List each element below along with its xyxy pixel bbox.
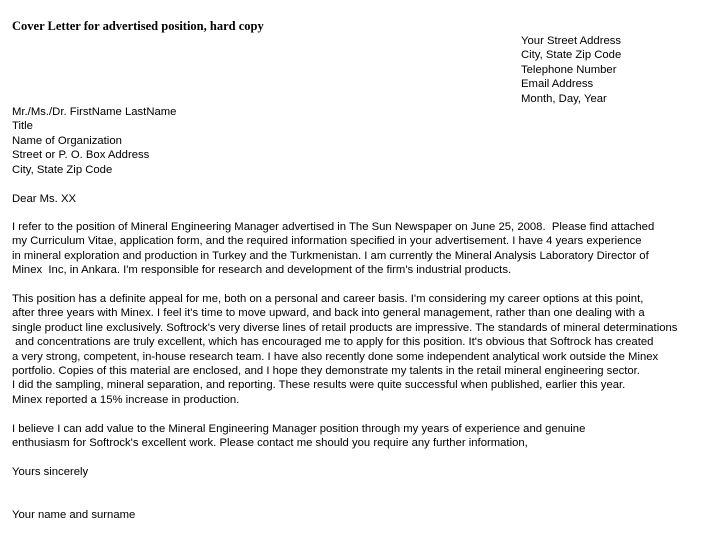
paragraph-conclusion xyxy=(12,422,585,451)
paragraph-line: after three years with Minex. I feel it's time to move upward, and back into general management, rather than one dealing with a xyxy=(12,307,645,320)
letter-title: Cover Letter for advertised position, hard copy xyxy=(12,19,264,33)
paragraph-line: I refer to the position of Mineral Engineering Manager advertised in The Sun Newspaper on June 25, 2008. Please find attached xyxy=(12,221,655,233)
paragraph-line: a very strong, competent, in-house research team. I have also recently done some independent analytical work outside the Minex xyxy=(12,350,659,363)
sender-telephone: Telephone Number xyxy=(521,63,617,76)
paragraph-line: enthusiasm for Softrock's excellent work. Please contact me should you require any further information, xyxy=(12,437,528,450)
letter-date: Month, Day, Year xyxy=(521,92,607,105)
paragraph-line: portfolio. Copies of this material are enclosed, and I hope they demonstrate my talents in the retail mineral engineering sector. xyxy=(12,364,640,377)
paragraph-line: Minex Inc, in Ankara. I'm responsible for research and development of the firm's industrial products. xyxy=(12,264,512,277)
paragraph-line: Minex reported a 15% increase in production. xyxy=(12,393,240,406)
recipient-street: Street or P. O. Box Address xyxy=(12,149,150,162)
closing: Yours sincerely xyxy=(12,466,89,478)
signature: Your name and surname xyxy=(12,509,136,521)
paragraph-line: This position has a definite appeal for me, both on a personal and career basis. I'm considering my career options at this point, xyxy=(12,293,644,305)
sender-email: Email Address xyxy=(521,78,594,91)
recipient-title: Title xyxy=(12,120,33,133)
paragraph-motivation xyxy=(12,292,677,407)
recipient-address-block xyxy=(12,105,176,177)
paragraph-line: I believe I can add value to the Mineral Engineering Manager position through my years of experience and genuine xyxy=(12,423,586,435)
salutation: Dear Ms. XX xyxy=(12,193,77,205)
paragraph-line: I did the sampling, mineral separation, and reporting. These results were quite successful when published, earlier this year. xyxy=(12,379,626,392)
recipient-name: Mr./Ms./Dr. FirstName LastName xyxy=(12,106,177,118)
sender-city-state-zip: City, State Zip Code xyxy=(521,49,622,62)
recipient-city-state-zip: City, State Zip Code xyxy=(12,163,113,176)
sender-street: Your Street Address xyxy=(521,35,622,47)
recipient-organization: Name of Organization xyxy=(12,134,122,147)
paragraph-line: and concentrations are truly excellent, which has encouraged me to apply for this position. It's obvious that Softrock has created xyxy=(12,336,654,349)
paragraph-introduction xyxy=(12,220,654,278)
sender-address-block xyxy=(521,34,621,106)
paragraph-line: in mineral exploration and production in Turkey and the Turkmenistan. I am currently the Mineral Analysis Laboratory Director of xyxy=(12,249,649,262)
paragraph-line: my Curriculum Vitae, application form, and the required information specified in your advertisement. I have 4 years experience xyxy=(12,235,642,248)
paragraph-line: single product line exclusively. Softrock's very diverse lines of retail products are impressive. The standards of mineral determinations xyxy=(12,321,678,334)
